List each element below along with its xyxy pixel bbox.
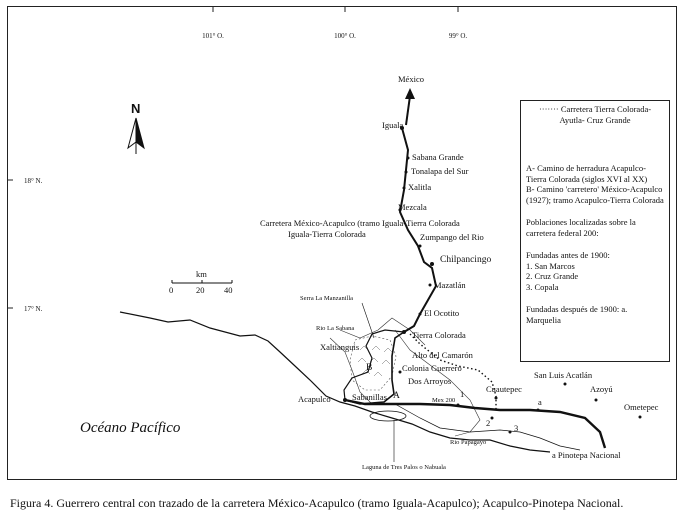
letter-1: 1 xyxy=(460,389,465,399)
legend-item-2: 2. Cruz Grande xyxy=(526,271,579,281)
lon-label-99: 99° O. xyxy=(448,32,468,40)
label-cuautepec: Cuautepec xyxy=(486,384,522,394)
dot-zumpango xyxy=(419,245,422,248)
label-dos-arroyos: Dos Arroyos xyxy=(408,376,452,386)
dot-ocotito xyxy=(419,313,422,316)
legend-antes: Fundadas antes de 1900: xyxy=(526,250,610,260)
letter-2: 2 xyxy=(486,418,491,428)
mexico-arrow-icon xyxy=(405,88,415,125)
legend-item-3: 3. Copala xyxy=(526,281,559,292)
dot-1 xyxy=(457,404,460,407)
label-laguna: Laguna de Tres Palos o Nabuala xyxy=(362,464,446,471)
label-iguala: Iguala xyxy=(382,120,404,130)
dot-mazatlan xyxy=(429,284,432,287)
legend-box xyxy=(520,100,670,362)
label-colonia-guerrero: Colonia Guerrero xyxy=(402,363,462,373)
scale-tick-0: 0 xyxy=(169,285,174,295)
legend-poblaciones: Poblaciones localizadas sobre la carretera federal 200: xyxy=(526,217,636,238)
label-mezcala: Mezcala xyxy=(398,202,427,212)
label-tierra-colorada-text: Tierra Colorada xyxy=(412,330,466,340)
label-pinotepa: a Pinotepa Nacional xyxy=(552,450,621,460)
direction-mexico: México xyxy=(398,74,424,84)
north-arrow-icon xyxy=(128,118,144,154)
label-xaltianguis: Xaltianguis xyxy=(320,342,360,352)
legend-b: B- Camino 'carretero' México-Acapulco (1927); tramo Acapulco-Tierra Colorada xyxy=(526,184,664,205)
scale-bar xyxy=(172,280,232,283)
dot-ometepec xyxy=(639,416,642,419)
label-tonalapa: Tonalapa del Sur xyxy=(411,166,469,176)
laguna-shape xyxy=(370,411,406,421)
ocean-label: Océano Pacífico xyxy=(80,420,181,436)
north-label: N xyxy=(131,101,141,116)
label-route-2: Iguala-Tierra Colorada xyxy=(288,229,366,239)
lat-label-17: 17° N. xyxy=(24,305,43,313)
scale-tick-20: 20 xyxy=(196,285,205,295)
label-rio-sabana: Rio La Sabana xyxy=(316,325,355,332)
label-tierra-colorada xyxy=(412,330,466,340)
scale-tick-40: 40 xyxy=(224,285,233,295)
legend-a: A- Camino de herradura Acapulco-Tierra Colorada (siglos XVI al XX) xyxy=(526,163,648,184)
label-ocotito: El Ocotito xyxy=(424,308,460,318)
label-sabana-grande: Sabana Grande xyxy=(412,152,464,162)
label-route-1: Carretera México-Acapulco (tramo Iguala-Tierra Colorada xyxy=(260,218,460,228)
legend-dotted-line xyxy=(526,104,664,115)
label-alto-camaron: Alto del Camarón xyxy=(412,350,473,360)
label-mex200: Mex 200 xyxy=(432,397,456,404)
letter-a-upper: A xyxy=(393,391,400,401)
dot-azoyu xyxy=(595,399,598,402)
scale-unit: km xyxy=(196,269,207,279)
legend-dotted-symbol: ······· xyxy=(538,104,559,114)
dot-xalitla xyxy=(403,187,406,190)
legend-dotted-text: Carretera Tierra Colorada- xyxy=(560,104,652,114)
label-ometepec: Ometepec xyxy=(624,402,659,412)
dot-tierra-colorada xyxy=(402,330,406,334)
label-zumpango: Zumpango del Rio xyxy=(420,232,484,242)
dot-3 xyxy=(509,431,512,434)
label-xalitla: Xalitla xyxy=(408,182,432,192)
dot-san-luis xyxy=(564,383,567,386)
dot-chilpancingo xyxy=(430,262,434,266)
lon-label-101: 101° O. xyxy=(202,32,224,40)
dot-cuautepec xyxy=(495,397,498,400)
dot-tonalapa xyxy=(405,171,408,174)
letter-3: 3 xyxy=(514,423,519,433)
dot-a xyxy=(537,409,540,412)
figure-caption: Figura 4. Guerrero central con trazado de la carretera México-Acapulco (tramo Iguala-Acapulco); Acapulco-Pinotepa Nacional. xyxy=(10,496,624,510)
label-route xyxy=(260,218,460,228)
dot-acapulco xyxy=(343,398,347,402)
sierra-hatch xyxy=(358,346,392,376)
label-mazatlan: Mazatlán xyxy=(434,280,466,290)
legend-item-1: 1. San Marcos xyxy=(526,260,575,271)
lon-label-100: 100° O. xyxy=(334,32,356,40)
dot-sabana-grande xyxy=(407,157,410,160)
letter-a-lower: a xyxy=(538,397,542,407)
dot-2 xyxy=(491,417,494,420)
label-acapulco: Acapulco xyxy=(298,394,331,404)
label-sabanillas: Sabanillas xyxy=(352,392,387,402)
legend-dotted-text-2: Ayutla- Cruz Grande xyxy=(559,114,631,125)
sierra-pointer xyxy=(362,303,374,338)
lat-label-18: 18° N. xyxy=(24,177,43,185)
label-azoyu: Azoyú xyxy=(590,384,613,394)
letter-b: B xyxy=(366,363,373,373)
label-chilpancingo: Chilpancingo xyxy=(440,255,492,265)
label-sierra: Serra La Manzanilla xyxy=(300,295,354,302)
label-san-luis: San Luis Acatlán xyxy=(534,370,593,380)
label-rio-papagayo: Rio Papagayo xyxy=(450,439,487,446)
legend-despues: Fundadas después de 1900: a. Marquelia xyxy=(526,304,628,325)
